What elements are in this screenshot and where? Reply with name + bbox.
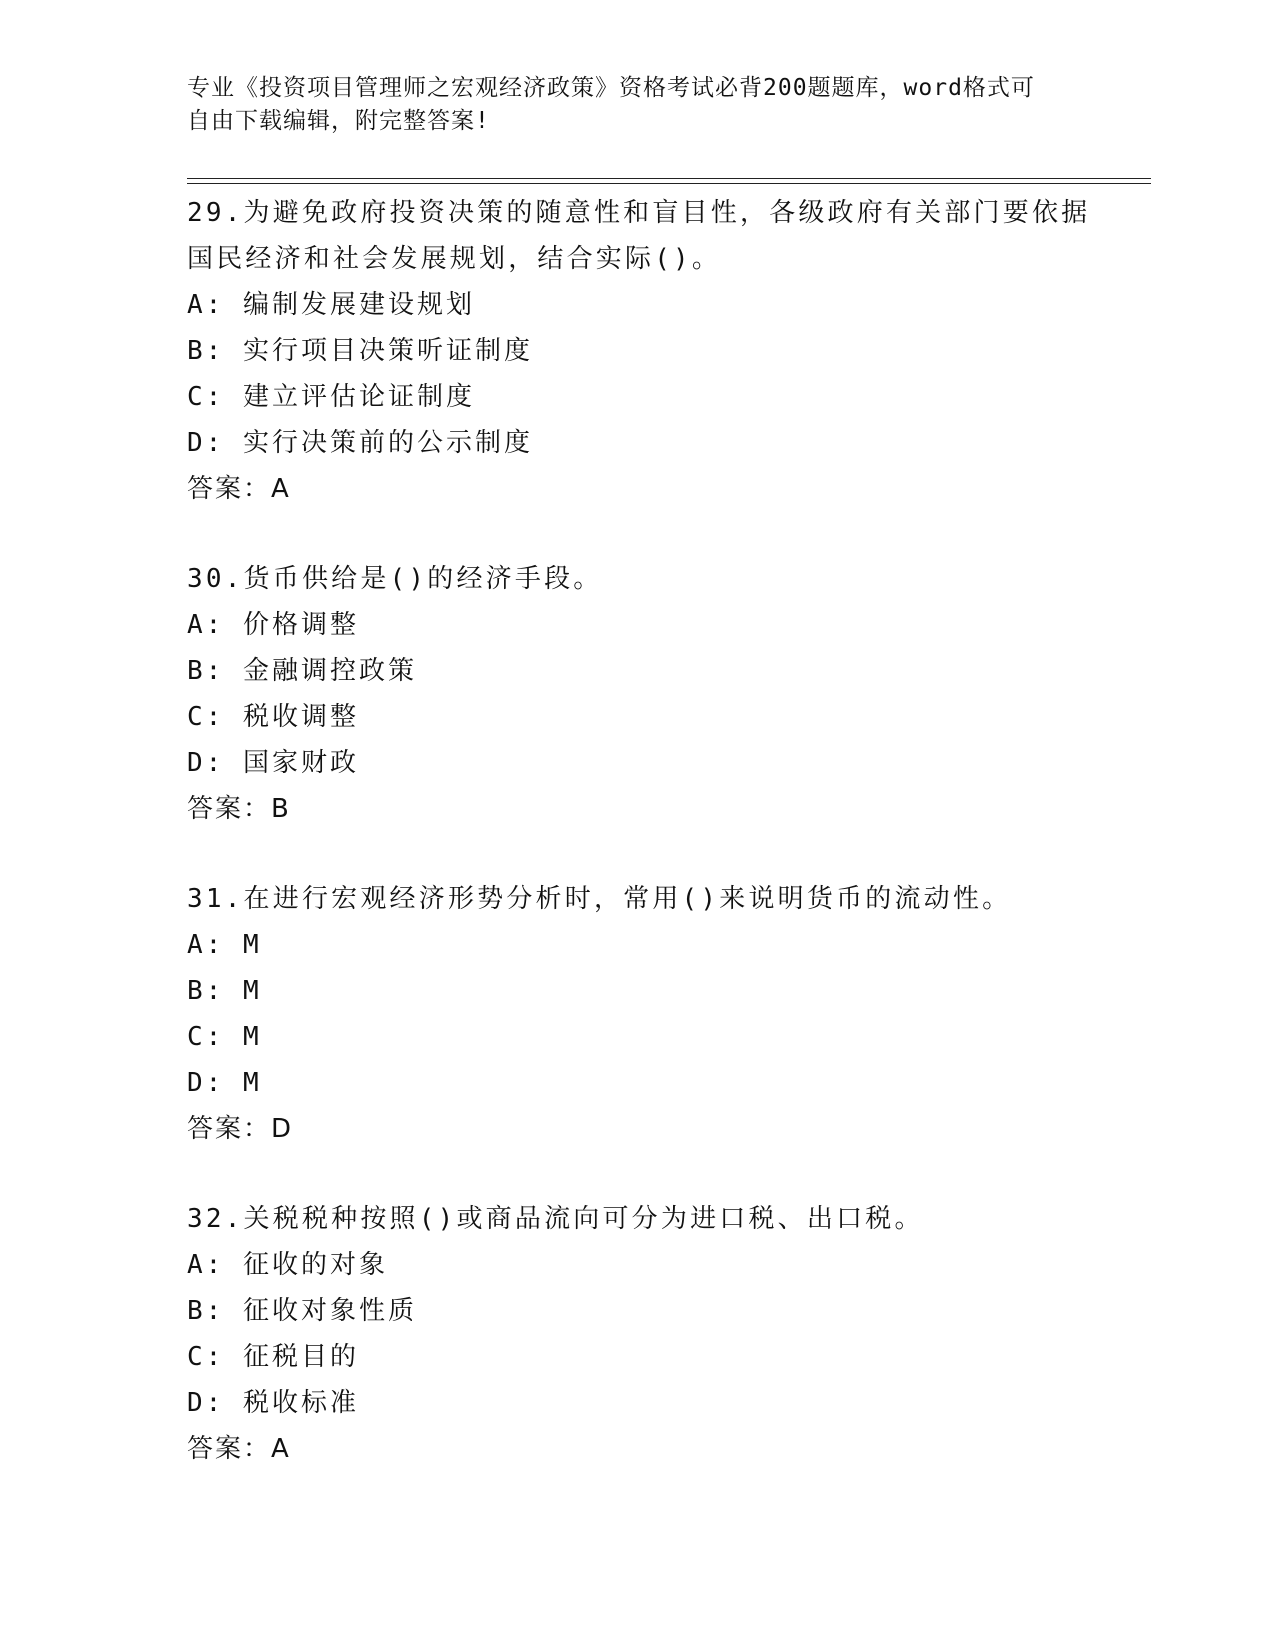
option-b: B: 实行项目决策听证制度 bbox=[187, 336, 533, 366]
header-line-1: 专业《投资项目管理师之宏观经济政策》资格考试必背200题题库，word格式可 bbox=[187, 75, 1035, 101]
question-stem: 31.在进行宏观经济形势分析时，常用()来说明货币的流动性。 bbox=[187, 884, 1012, 914]
option-a: A: M bbox=[187, 930, 262, 960]
option-d: D: M bbox=[187, 1068, 262, 1098]
option-c: C: 建立评估论证制度 bbox=[187, 382, 475, 412]
answer: 答案：D bbox=[187, 1114, 294, 1144]
question-stem: 30.货币供给是()的经济手段。 bbox=[187, 564, 603, 594]
question-stem: 32.关税税种按照()或商品流向可分为进口税、出口税。 bbox=[187, 1204, 924, 1234]
answer: 答案：A bbox=[187, 474, 291, 504]
question-30 bbox=[187, 556, 1147, 832]
answer: 答案：A bbox=[187, 1434, 291, 1464]
question-31 bbox=[187, 876, 1147, 1152]
option-d: D: 国家财政 bbox=[187, 748, 359, 778]
header-divider-top bbox=[187, 178, 1151, 179]
question-stem: 29.为避免政府投资决策的随意性和盲目性，各级政府有关部门要依据 bbox=[187, 198, 1091, 228]
answer: 答案：B bbox=[187, 794, 291, 824]
option-a: A: 编制发展建设规划 bbox=[187, 290, 475, 320]
question-stem-continued: 国民经济和社会发展规划，结合实际()。 bbox=[187, 244, 722, 274]
question-list bbox=[187, 190, 1147, 1516]
option-c: C: 税收调整 bbox=[187, 702, 359, 732]
option-d: D: 实行决策前的公示制度 bbox=[187, 428, 533, 458]
option-c: C: M bbox=[187, 1022, 262, 1052]
option-a: A: 征收的对象 bbox=[187, 1250, 388, 1280]
question-29 bbox=[187, 190, 1147, 512]
option-b: B: 征收对象性质 bbox=[187, 1296, 417, 1326]
option-b: B: 金融调控政策 bbox=[187, 656, 417, 686]
option-a: A: 价格调整 bbox=[187, 610, 359, 640]
document-header bbox=[187, 72, 1087, 138]
header-line-2: 自由下载编辑，附完整答案! bbox=[187, 108, 490, 134]
option-c: C: 征税目的 bbox=[187, 1342, 359, 1372]
question-32 bbox=[187, 1196, 1147, 1472]
option-b: B: M bbox=[187, 976, 262, 1006]
option-d: D: 税收标准 bbox=[187, 1388, 359, 1418]
header-divider-bottom bbox=[187, 183, 1151, 184]
